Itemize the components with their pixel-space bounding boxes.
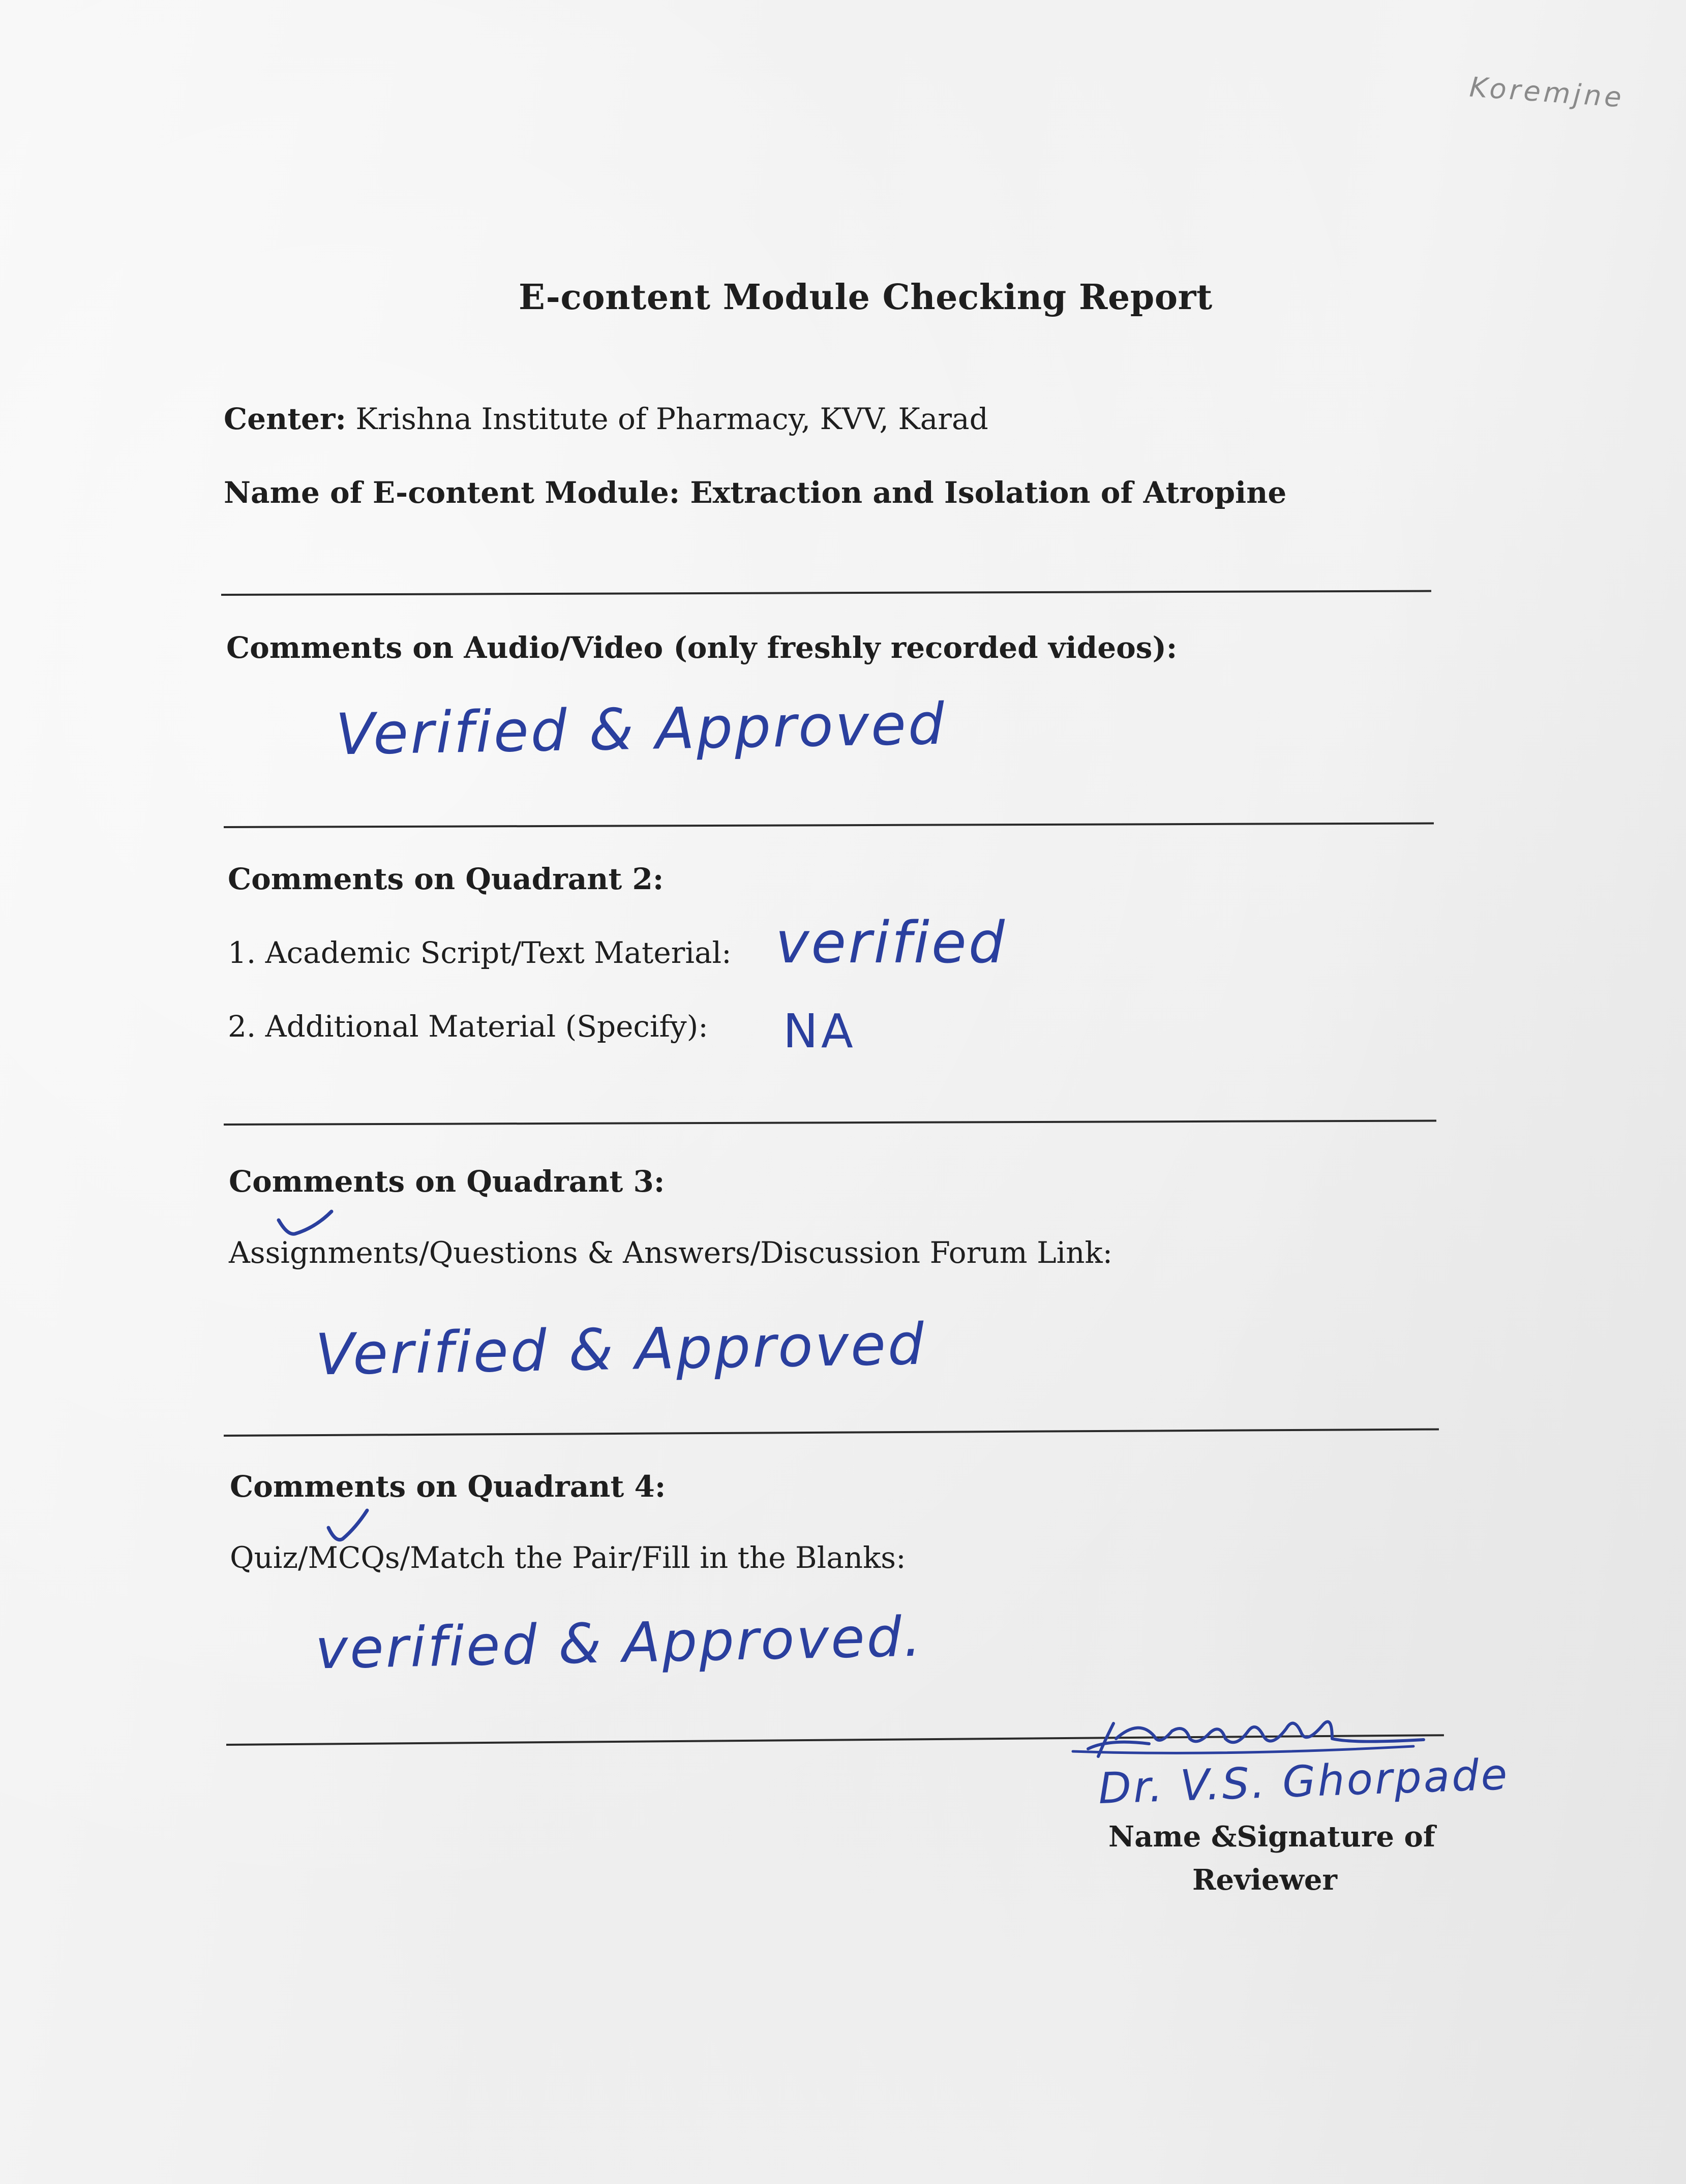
reviewer-label-line2: Reviewer — [1192, 1863, 1337, 1897]
quadrant4-heading: Comments on Quadrant 4: — [230, 1469, 666, 1504]
center-value: Krishna Institute of Pharmacy, KVV, Karad — [355, 402, 988, 436]
quadrant2-item1-value: verified — [775, 910, 1007, 976]
quadrant2-heading: Comments on Quadrant 2: — [228, 862, 664, 896]
reviewer-label-line1: Name &Signature of — [1108, 1820, 1435, 1854]
center-label: Center: — [224, 402, 346, 436]
reviewer-signature-name: Dr. V.S. Ghorpade — [1097, 1749, 1510, 1814]
page-title: E-content Module Checking Report — [519, 277, 1213, 318]
divider-3 — [224, 1120, 1436, 1126]
quadrant4-item-label: Quiz/MCQs/Match the Pair/Fill in the Blanks: — [230, 1540, 906, 1575]
quadrant3-item-label: Assignments/Questions & Answers/Discussion Forum Link: — [229, 1235, 1113, 1270]
quadrant3-heading: Comments on Quadrant 3: — [229, 1164, 665, 1199]
quadrant3-comment: Verified & Approved — [314, 1311, 926, 1388]
audio-video-heading: Comments on Audio/Video (only freshly recorded videos): — [226, 630, 1178, 665]
divider-1 — [221, 590, 1431, 596]
divider-2 — [224, 823, 1434, 828]
audio-video-comment: Verified & Approved — [335, 691, 947, 768]
quadrant2-item2-label: 2. Additional Material (Specify): — [228, 1009, 708, 1044]
divider-4 — [224, 1428, 1439, 1437]
reviewer-signature-block — [1068, 1708, 1556, 1922]
quadrant2-item2-value: NA — [783, 1004, 856, 1058]
center-line — [224, 402, 988, 436]
module-line — [224, 475, 1286, 510]
module-label: Name of E-content Module: — [224, 475, 680, 510]
corner-note: Koremjne — [1468, 71, 1625, 114]
module-value: Extraction and Isolation of Atropine — [690, 475, 1287, 510]
quadrant4-comment: verified & Approved. — [314, 1605, 924, 1682]
quadrant2-item1-label: 1. Academic Script/Text Material: — [228, 935, 732, 970]
